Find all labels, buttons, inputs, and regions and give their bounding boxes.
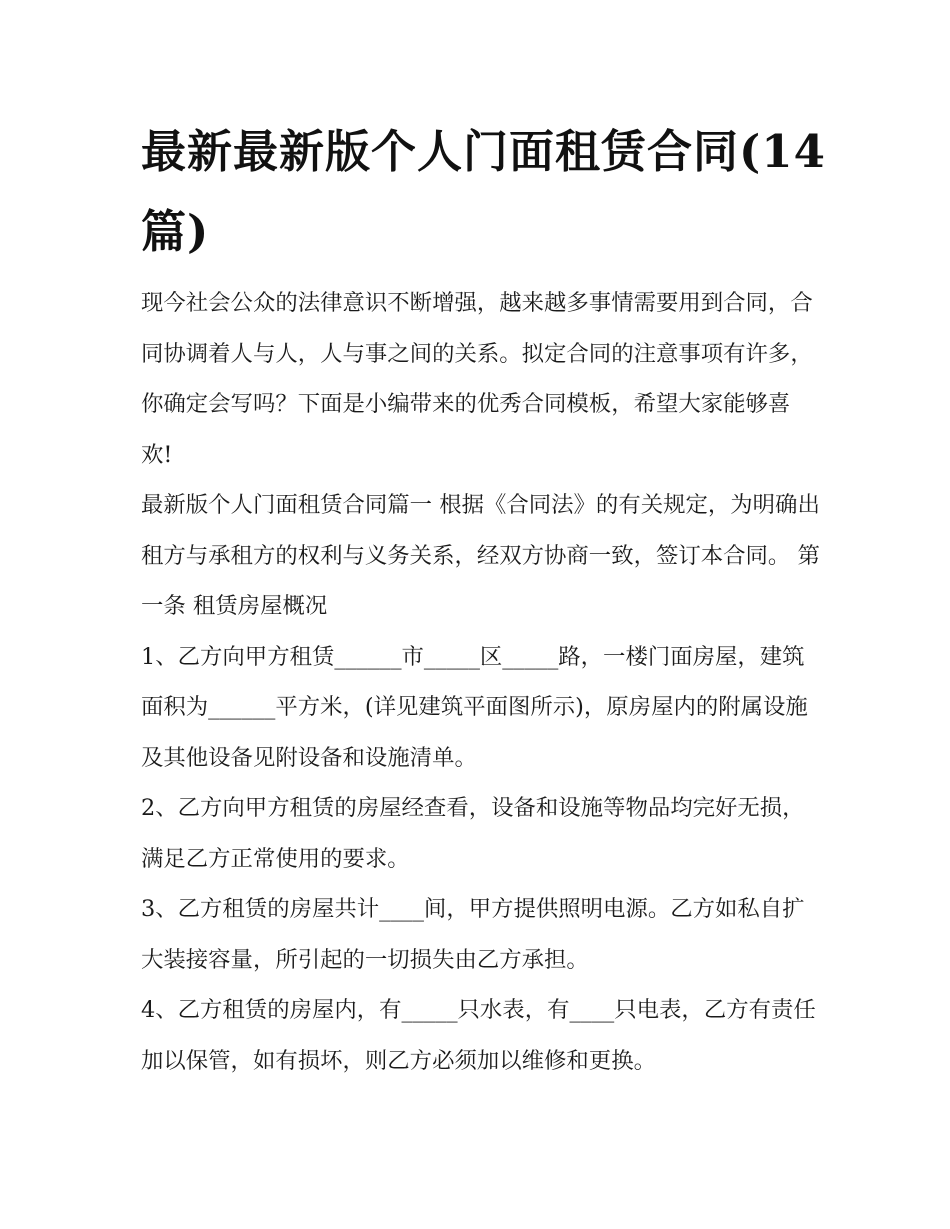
document-body (141, 278, 821, 1086)
intro-paragraph: 现今社会公众的法律意识不断增强，越来越多事情需要用到合同，合同协调着人与人，人与事之间的关系。拟定合同的注意事项有许多，你确定会写吗？下面是小编带来的优秀合同模板，希望大家能够喜欢! (141, 290, 813, 468)
clause-4-paragraph: 4、乙方租赁的房屋内，有_____只水表，有____只电表，乙方有责任加以保管，如有损坏，则乙方必须加以维修和更换。 (141, 997, 816, 1074)
clause-1-paragraph: 1、乙方向甲方租赁______市_____区_____路，一楼门面房屋，建筑面积为______平方米，(详见建筑平面图所示)，原房屋内的附属设施及其他设备见附设备和设施清单。 (141, 643, 808, 771)
contract-preamble-paragraph: 最新版个人门面租赁合同篇一 根据《合同法》的有关规定，为明确出租方与承租方的权利与义务关系，经双方协商一致，签订本合同。 第一条 租赁房屋概况 (141, 492, 820, 619)
clause-3-paragraph: 3、乙方租赁的房屋共计____间，甲方提供照明电源。乙方如私自扩大装接容量，所引起的一切损失由乙方承担。 (141, 896, 805, 973)
clause-2-paragraph: 2、乙方向甲方租赁的房屋经查看，设备和设施等物品均完好无损，满足乙方正常使用的要求。 (141, 795, 805, 872)
document-title: 最新最新版个人门面租赁合同(14篇) (141, 125, 826, 258)
